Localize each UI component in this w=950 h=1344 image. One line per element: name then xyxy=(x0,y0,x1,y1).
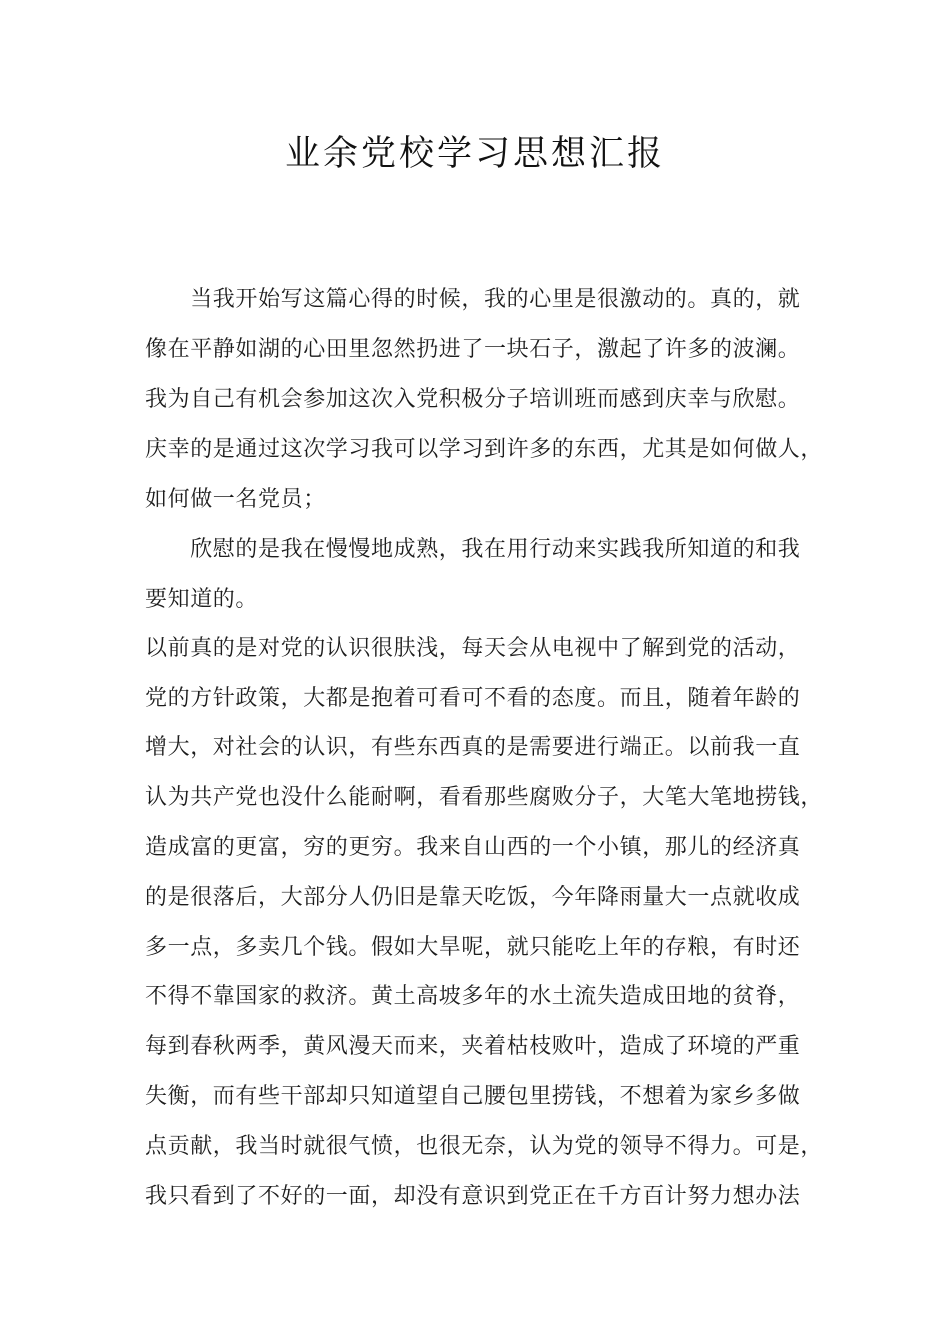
body-line: 要知道的。 xyxy=(145,587,259,612)
body-line: 的是很落后，大部分人仍旧是靠天吃饭，今年降雨量大一点就收成 xyxy=(145,885,801,910)
body-line: 以前真的是对党的认识很肤浅，每天会从电视中了解到党的活动， xyxy=(145,636,801,661)
body-line: 失衡，而有些干部却只知道望自己腰包里捞钱，不想着为家乡多做 xyxy=(145,1084,801,1109)
body-line: 像在平静如湖的心田里忽然扔进了一块石子，激起了许多的波澜。 xyxy=(145,337,801,362)
body-line: 每到春秋两季，黄风漫天而来，夹着枯枝败叶，造成了环境的严重 xyxy=(145,1034,801,1059)
body-line: 不得不靠国家的救济。黄土高坡多年的水土流失造成田地的贫脊， xyxy=(145,984,801,1009)
body-line: 增大，对社会的认识，有些东西真的是需要进行端正。以前我一直 xyxy=(145,735,801,760)
body-line: 我为自己有机会参加这次入党积极分子培训班而感到庆幸与欣慰。 xyxy=(145,387,801,412)
body-line: 我只看到了不好的一面，却没有意识到党正在千方百计努力想办法 xyxy=(145,1184,801,1209)
body-line: 党的方针政策，大都是抱着可看可不看的态度。而且，随着年龄的 xyxy=(145,686,801,711)
body-line: 当我开始写这篇心得的时候，我的心里是很激动的。真的，就 xyxy=(145,287,801,312)
body-line: 认为共产党也没什么能耐啊，看看那些腐败分子，大笔大笔地捞钱， xyxy=(145,785,824,810)
body-line: 欣慰的是我在慢慢地成熟，我在用行动来实践我所知道的和我 xyxy=(145,537,801,562)
body-line: 点贡献，我当时就很气愤，也很无奈，认为党的领导不得力。可是， xyxy=(145,1134,824,1159)
body-line: 如何做一名党员； xyxy=(145,487,326,512)
document-title: 业余党校学习思想汇报 xyxy=(284,134,665,174)
body-line: 造成富的更富，穷的更穷。我来自山西的一个小镇，那儿的经济真 xyxy=(145,835,801,860)
body-line: 多一点，多卖几个钱。假如大旱呢，就只能吃上年的存粮，有时还 xyxy=(145,935,801,960)
body-line: 庆幸的是通过这次学习我可以学习到许多的东西，尤其是如何做人， xyxy=(145,437,824,462)
